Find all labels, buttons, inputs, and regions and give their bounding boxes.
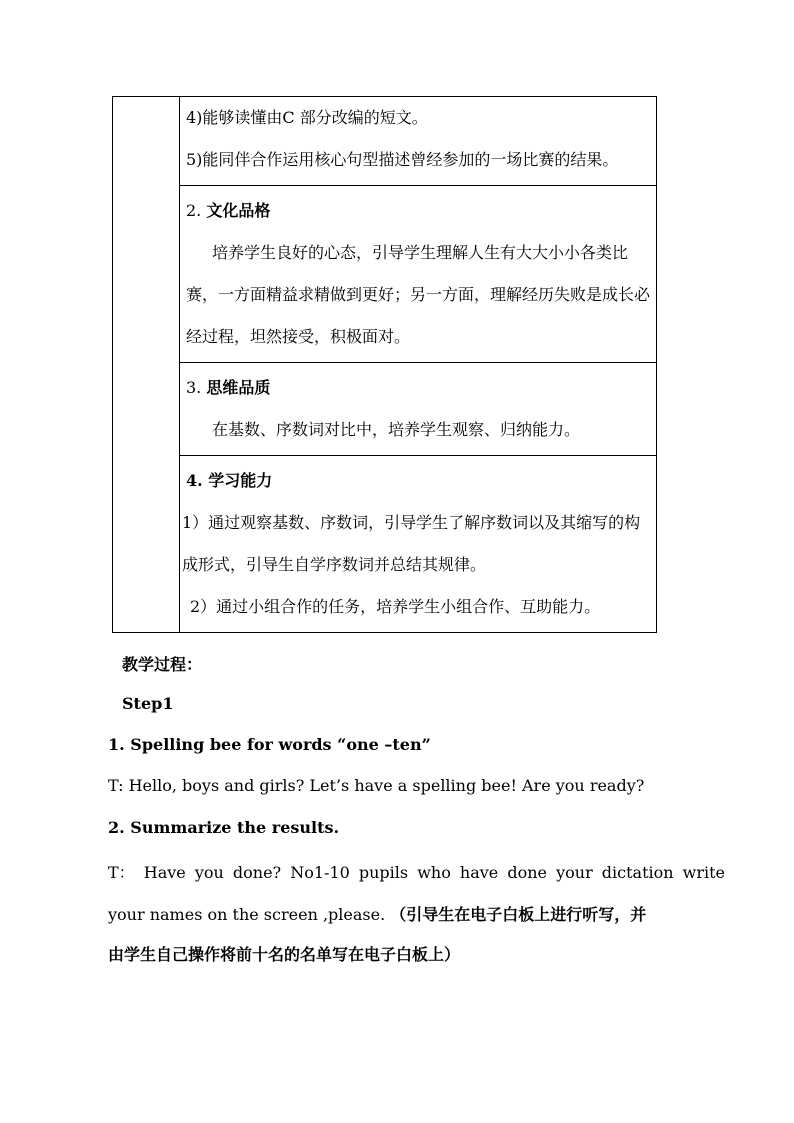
section-heading: 4. 学习能力 bbox=[186, 471, 273, 490]
teacher-line-3 bbox=[108, 902, 646, 925]
teacher-note-continued: 由学生自己操作将前十名的名单写在电子白板上） bbox=[108, 945, 461, 964]
objective-item-4: 4)能够读懂由C 部分改编的短文。 bbox=[186, 108, 428, 127]
teacher-note: （引导生在电子白板上进行听写，并 bbox=[390, 905, 647, 924]
table-left-cell bbox=[113, 97, 180, 633]
process-title: 教学过程： bbox=[122, 655, 203, 674]
objective-item-5: 5)能同伴合作运用核心句型描述曾经参加的一场比赛的结果。 bbox=[186, 150, 619, 169]
teacher-line-2: T： Have you done? No1-10 pupils who have done your dictation write bbox=[108, 863, 726, 882]
table-cell bbox=[180, 97, 657, 186]
activity-1-heading: 1. Spelling bee for words “one –ten” bbox=[108, 735, 431, 754]
table-cell bbox=[180, 186, 657, 363]
ability-item-2: 2）通过小组合作的任务，培养学生小组合作、互助能力。 bbox=[190, 597, 601, 616]
table-row bbox=[113, 456, 657, 633]
table-cell bbox=[180, 456, 657, 633]
table-row bbox=[113, 186, 657, 363]
section-text: 在基数、序数词对比中，培养学生观察、归纳能力。 bbox=[212, 420, 581, 439]
ability-item-1: 1）通过观察基数、序数词，引导学生了解序数词以及其缩写的构成形式，引导生自学序数词并总结其规律。 bbox=[182, 513, 641, 574]
activity-2-heading: 2. Summarize the results. bbox=[108, 818, 340, 837]
teacher-line-1: T: Hello, boys and girls? Let’s have a spelling bee! Are you ready? bbox=[108, 776, 645, 795]
table-cell bbox=[180, 363, 657, 456]
section-heading: 3. 思维品质 bbox=[186, 378, 271, 397]
objectives-table bbox=[112, 96, 657, 633]
section-text: 培养学生良好的心态，引导学生理解人生有大大小小各类比赛，一方面精益求精做到更好；另一方面，理解经历失败是成长必经过程，坦然接受，积极面对。 bbox=[186, 243, 651, 346]
table-row bbox=[113, 97, 657, 186]
section-heading: 2. 文化品格 bbox=[186, 201, 271, 220]
table-row bbox=[113, 363, 657, 456]
step-label: Step1 bbox=[122, 694, 174, 713]
teacher-line-3-text: your names on the screen ,please. bbox=[108, 905, 391, 924]
